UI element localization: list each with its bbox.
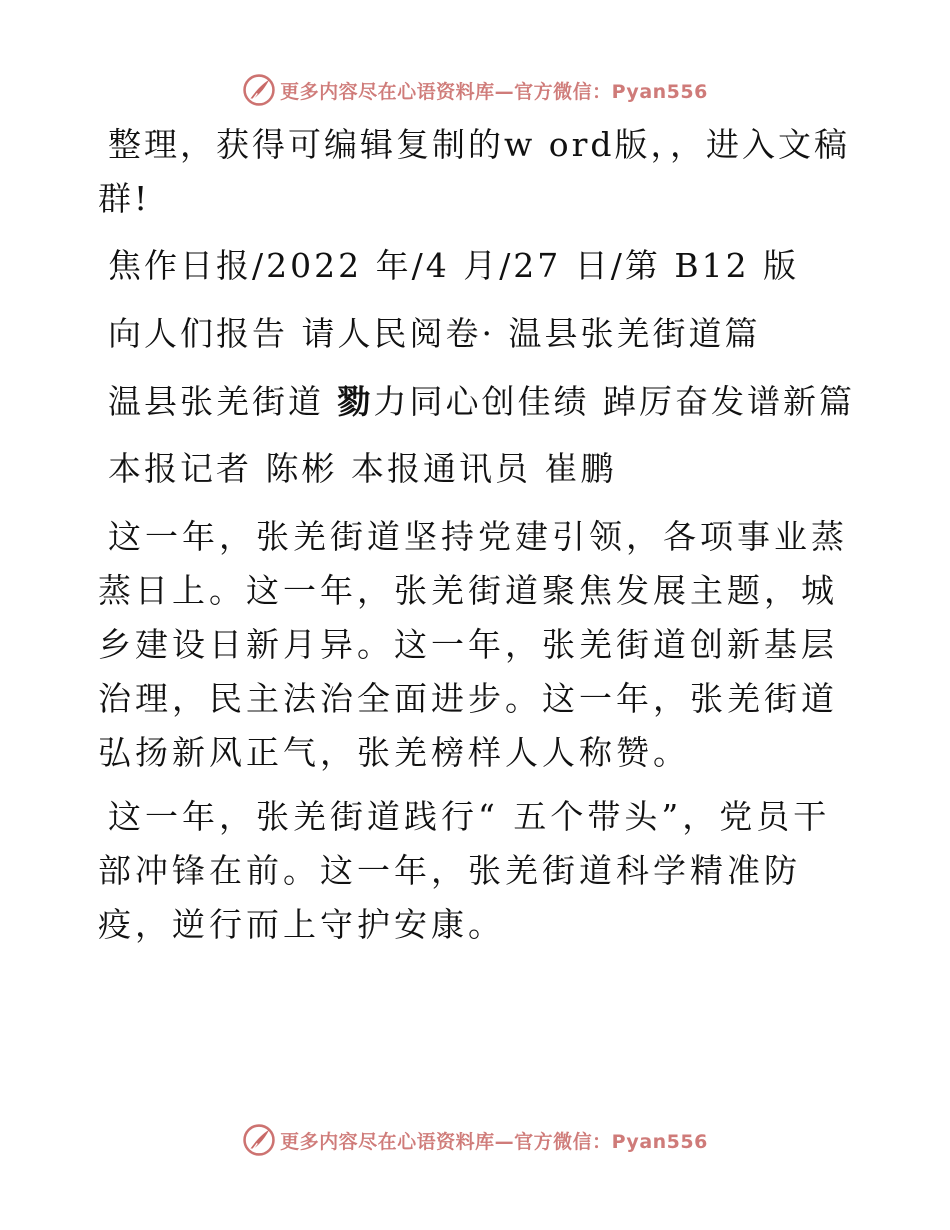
header-watermark [0, 70, 950, 110]
quill-pen-logo-icon [242, 73, 276, 107]
watermark-text: 更多内容尽在心语资料库—官方微信：Pyan556 [280, 80, 708, 103]
body-paragraph-1: 这一年，张羌街道坚持党建引领，各项事业蒸蒸日上。这一年，张羌街道聚焦发展主题，城乡建设日新月异。这一年，张羌街道创新基层治理，民主法治全面进步。这一年，张羌街道弘扬新风正气，张羌榜样人人称赞。 [98, 517, 848, 772]
series-title: 向人们报告 请人民阅卷· 温县张羌街道篇 [108, 314, 761, 353]
headline-prefix: 温县张羌街道 [108, 382, 338, 421]
article-headline [98, 375, 858, 429]
headline-bold-char: 勠 [337, 382, 374, 421]
headline-suffix: 力同心创佳绩 踔厉奋发谱新篇 [373, 382, 855, 421]
watermark-text: 更多内容尽在心语资料库—官方微信：Pyan556 [280, 1130, 708, 1153]
footer-watermark [0, 1120, 950, 1160]
body-paragraph-2: 这一年，张羌街道践行“ 五个带头”，党员干部冲锋在前。这一年，张羌街道科学精准防疫，逆行而上守护安康。 [98, 797, 831, 944]
quill-pen-logo-icon [242, 1123, 276, 1157]
byline: 本报记者 陈彬 本报通讯员 崔鹏 [108, 449, 617, 488]
document-body [98, 118, 858, 962]
source-line: 焦作日报/2022 年/4 月/27 日/第 B12 版 [108, 246, 800, 285]
intro-note: 整理，获得可编辑复制的w ord版，，进入文稿群! [98, 125, 851, 218]
